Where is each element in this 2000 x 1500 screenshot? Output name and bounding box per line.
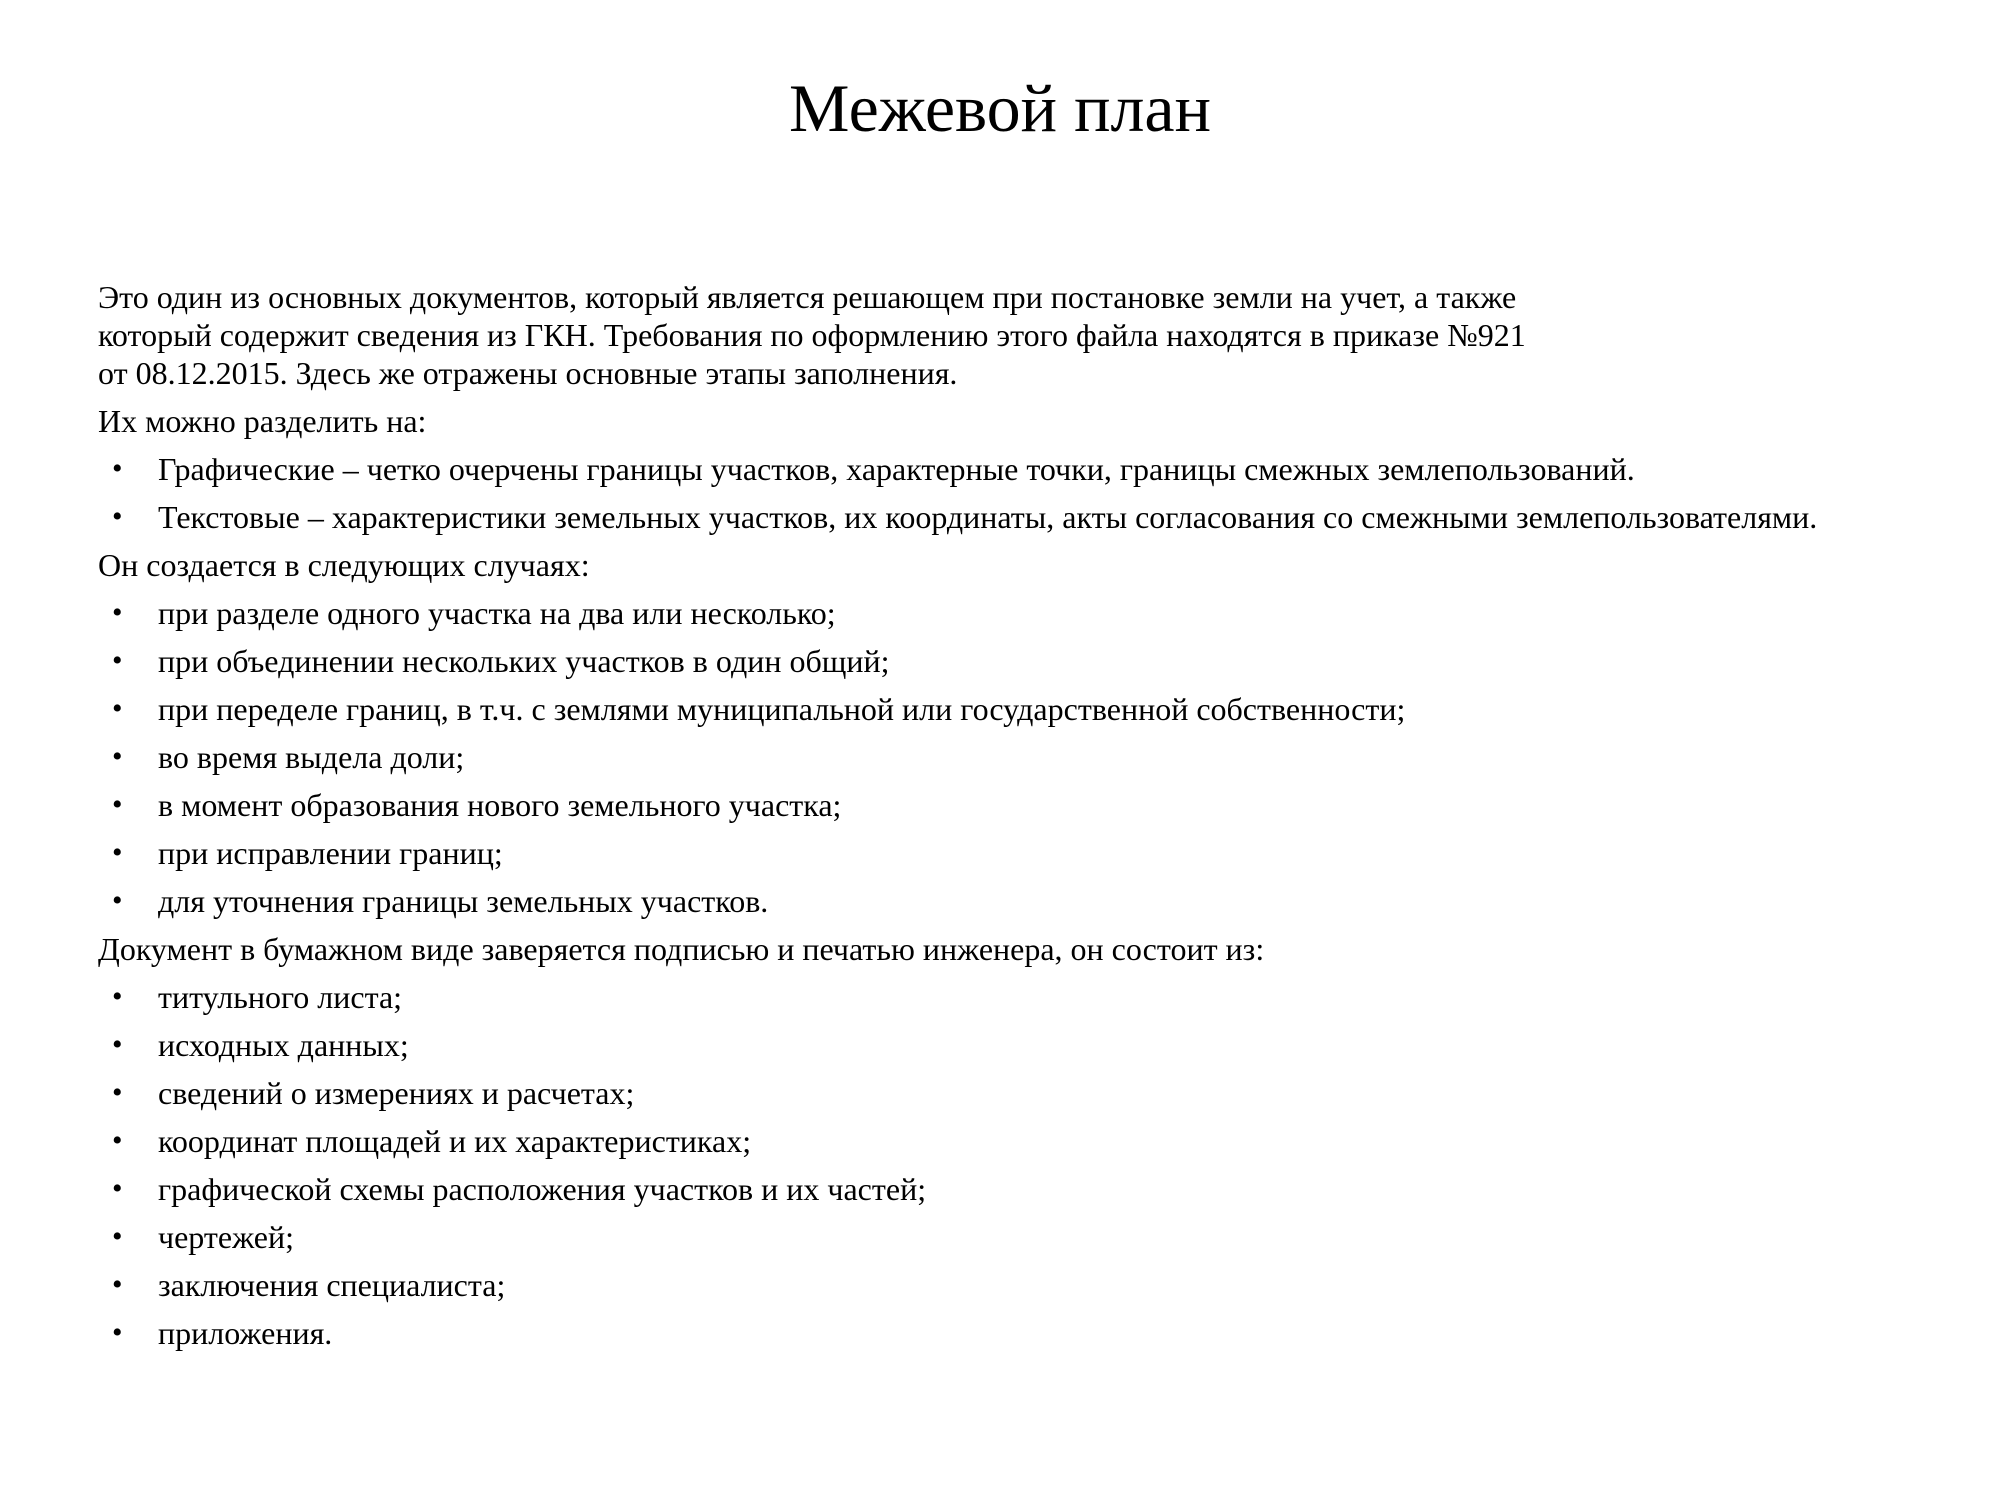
list-item: • координат площадей и их характеристиках; bbox=[98, 1122, 1878, 1160]
list-item: • Текстовые – характеристики земельных участков, их координаты, акты согласования со смежными землепользователями. bbox=[98, 498, 1878, 536]
list-item: • графической схемы расположения участков и их частей; bbox=[98, 1170, 1878, 1208]
list-item: • при переделе границ, в т.ч. с землями муниципальной или государственной собственности; bbox=[98, 690, 1878, 728]
intro-line: от 08.12.2015. Здесь же отражены основные этапы заполнения. bbox=[98, 355, 958, 391]
section-3-lead: Документ в бумажном виде заверяется подписью и печатью инженера, он состоит из: bbox=[98, 931, 1265, 967]
list-item: • во время выдела доли; bbox=[98, 738, 1878, 776]
section-1-lead: Их можно разделить на: bbox=[98, 403, 427, 439]
intro-paragraph bbox=[98, 278, 1878, 392]
intro-line: который содержит сведения из ГКН. Требования по оформлению этого файла находятся в приказе №921 bbox=[98, 317, 1526, 353]
list-item: • при разделе одного участка на два или несколько; bbox=[98, 594, 1878, 632]
list-item: • при исправлении границ; bbox=[98, 834, 1878, 872]
intro-line: Это один из основных документов, который является решающем при постановке земли на учет, а также bbox=[98, 279, 1517, 315]
list-item: • чертежей; bbox=[98, 1218, 1878, 1256]
list-item: • исходных данных; bbox=[98, 1026, 1878, 1064]
list-item: • сведений о измерениях и расчетах; bbox=[98, 1074, 1878, 1112]
list-item: • в момент образования нового земельного участка; bbox=[98, 786, 1878, 824]
list-item: • титульного листа; bbox=[98, 978, 1878, 1016]
page-title: Межевой план bbox=[789, 70, 1211, 146]
list-item: • для уточнения границы земельных участков. bbox=[98, 882, 1878, 920]
section-2-list bbox=[98, 594, 1878, 920]
body-content bbox=[98, 268, 1878, 1352]
section-2-lead: Он создается в следующих случаях: bbox=[98, 547, 590, 583]
section-1-list bbox=[98, 450, 1878, 536]
section-3-list bbox=[98, 978, 1878, 1352]
list-item: • заключения специалиста; bbox=[98, 1266, 1878, 1304]
list-item: • при объединении нескольких участков в один общий; bbox=[98, 642, 1878, 680]
list-item: • Графические – четко очерчены границы участков, характерные точки, границы смежных землепользований. bbox=[98, 450, 1878, 488]
list-item: • приложения. bbox=[98, 1314, 1878, 1352]
